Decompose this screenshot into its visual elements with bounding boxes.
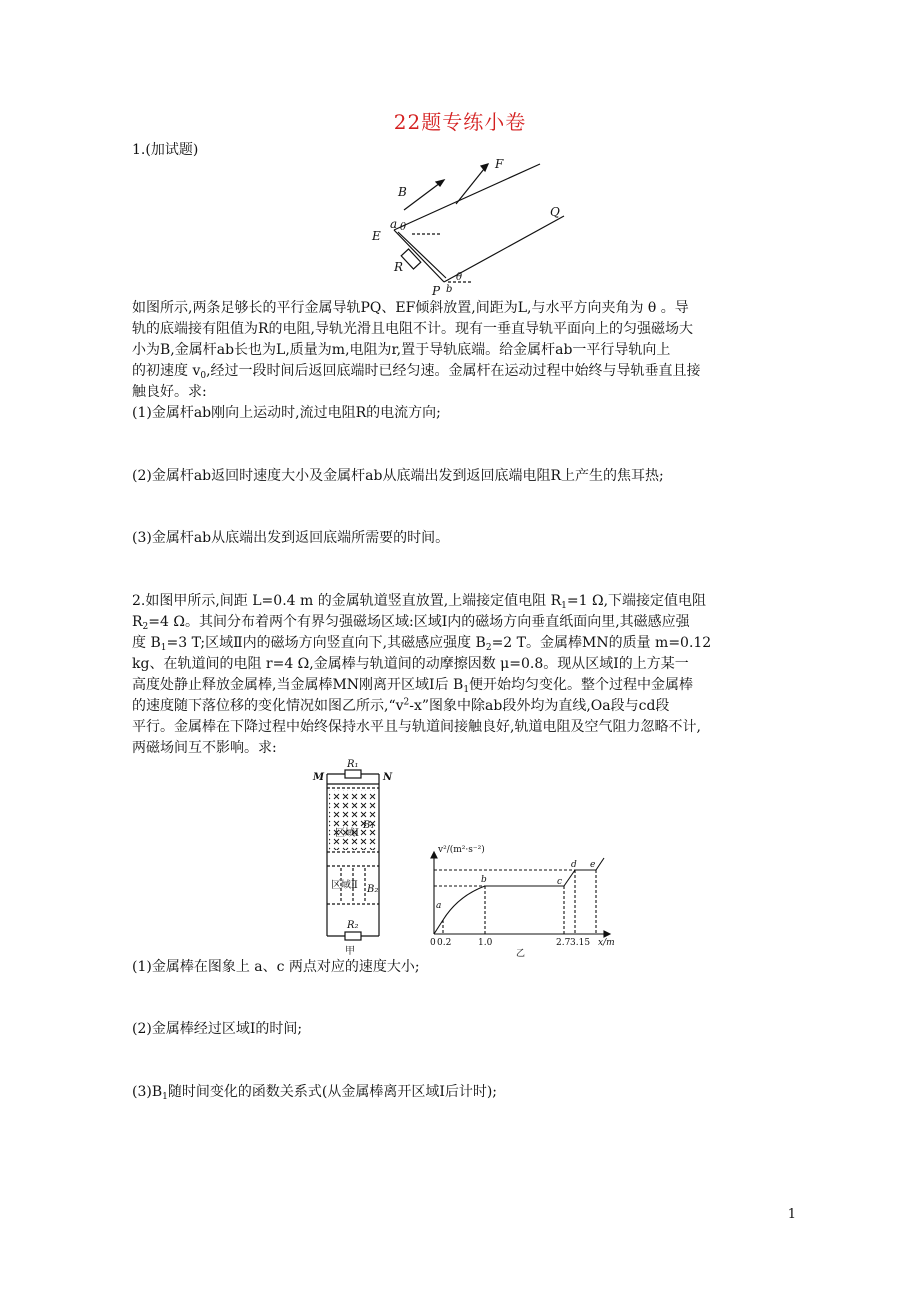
problem1-question-3: (3)金属杆ab从底端出发到返回底端所需要的时间。: [132, 530, 450, 546]
segment-ab: [443, 886, 485, 920]
label-a: a: [390, 217, 398, 231]
rod-ab-inner: [398, 232, 446, 278]
tick-1.0: 1.0: [478, 938, 493, 948]
resistor-R1: [345, 770, 361, 778]
x-axis-label: x/m: [598, 938, 615, 948]
arrow-F-line: [456, 164, 488, 204]
label-b: b: [446, 284, 453, 295]
label-R2: R₂: [347, 920, 359, 931]
problem1-heading: 1.(加试题): [132, 142, 199, 158]
label-R: R: [394, 260, 404, 274]
problem1-stem-line: 小为B,金属杆ab长也为L,质量为m,电阻为r,置于导轨底端。给金属杆ab一平行导轨向上: [132, 342, 671, 358]
segment-e-tail: [596, 858, 604, 870]
label-B: B: [398, 185, 407, 199]
label-R1: R₁: [347, 759, 359, 770]
point-c: c: [557, 877, 563, 887]
segment-Oa: [434, 920, 443, 934]
label-Q: Q: [550, 205, 560, 219]
problem2-question-1: (1)金属棒在图象上 a、c 两点对应的速度大小;: [132, 959, 420, 975]
vertical-rails-figure: [305, 756, 395, 956]
label-theta-bottom: θ: [456, 272, 463, 283]
label-M: M: [313, 772, 325, 783]
label-E: E: [372, 229, 381, 243]
problem2-stem: [132, 591, 800, 759]
segment-cd: [564, 870, 575, 886]
page-title: 22题专练小卷: [393, 110, 527, 134]
problem2-stem-line: 度 $B_1=3$ T;区域Ⅱ内的磁场方向竖直向下,其磁感应强度 $B_2=2$ T。金属棒MN的质量 m=0.12: [132, 635, 712, 653]
y-axis-arrow-icon: [431, 852, 437, 858]
problem1-stem-line: 轨的底端接有阻值为R的电阻,导轨光滑且电阻不计。现有一垂直导轨平面向上的匀强磁场大: [132, 321, 693, 337]
point-b: b: [481, 875, 487, 885]
resistor-R2: [345, 932, 361, 940]
arrow-F-icon: [481, 164, 488, 171]
label-region2: 区域Ⅱ: [331, 880, 358, 891]
problem2-stem-line: 2.如图甲所示,间距 L=0.4 m 的金属轨道竖直放置,上端接定值电阻 $R_1=1$ Ω,下端接定值电阻: [132, 593, 707, 611]
label-F: F: [495, 157, 504, 171]
tick-2.7: 2.7: [556, 938, 571, 948]
problem2-stem-line: 两磁场间互不影响。求:: [132, 740, 277, 756]
label-N: N: [383, 772, 393, 783]
problem2-question-3: $(3)B_1$随时间变化的函数关系式(从金属棒离开区域Ⅰ后计时);: [132, 1084, 498, 1102]
label-B2: B₂: [367, 884, 379, 895]
problem2-stem-line: 平行。金属棒在下降过程中始终保持水平且与轨道间接触良好,轨道电阻及空气阻力忽略不计,: [132, 719, 701, 735]
label-theta-top: θ: [400, 222, 407, 233]
point-e: e: [590, 860, 596, 870]
problem1-question-2: (2)金属杆ab返回时速度大小及金属杆ab从底端出发到返回底端电阻R上产生的焦耳热;: [132, 468, 664, 484]
problem1-stem-line: 如图所示,两条足够长的平行金属导轨PQ、EF倾斜放置,间距为L,与水平方向夹角为 θ 。导: [132, 300, 689, 316]
point-d: d: [571, 860, 577, 870]
label-P: P: [432, 284, 441, 298]
problem1-question-1: (1)金属杆ab刚向上运动时,流过电阻R的电流方向;: [132, 405, 441, 421]
tick-3.15: 3.15: [570, 938, 591, 948]
y-axis-label: v²/(m²·s⁻²): [438, 845, 485, 855]
v2-x-graph: [418, 838, 654, 958]
problem1-stem-line: 触良好。求:: [132, 384, 207, 400]
caption-jia: 甲: [345, 946, 355, 956]
tick-0.2: 0.2: [437, 938, 452, 948]
label-region1: 区域Ⅰ: [335, 828, 359, 839]
problem2-stem-line: kg、在轨道间的电阻 r=4 Ω,金属棒与轨道间的动摩擦因数 μ=0.8。现从区域Ⅰ的上方某一: [132, 656, 689, 672]
point-a: a: [436, 901, 442, 911]
page-number: 1: [787, 1207, 796, 1222]
problem1-stem: [132, 298, 792, 403]
caption-yi: 乙: [516, 949, 526, 958]
x-axis-arrow-icon: [604, 931, 610, 937]
problem2-question-2: (2)金属棒经过区域Ⅰ的时间;: [132, 1021, 303, 1037]
problem2-stem-line: 的速度随下落位移的变化情况如图乙所示$,“v^2-x$”图象中除ab段外均为直线,Oa段与cd段: [132, 697, 670, 714]
label-B1: B₁: [363, 820, 375, 831]
tick-origin: 0: [430, 938, 436, 948]
incline-rails-figure: [360, 150, 590, 300]
resistor-R: [401, 249, 421, 269]
rail-EF: [394, 164, 540, 230]
problem1-stem-line: 的初速度 $v_0$,经过一段时间后返回底端时已经匀速。金属杆在运动过程中始终与导轨垂直且接: [132, 363, 701, 381]
problem2-stem-line: 高度处静止释放金属棒,当金属棒MN刚离开区域Ⅰ后 $B_1$便开始均匀变化。整个过程中金属棒: [132, 677, 694, 695]
problem2-stem-line: $R_2=4$ Ω。其间分布着两个有界匀强磁场区域:区域Ⅰ内的磁场方向垂直纸面向里,其磁感应强: [132, 614, 690, 632]
